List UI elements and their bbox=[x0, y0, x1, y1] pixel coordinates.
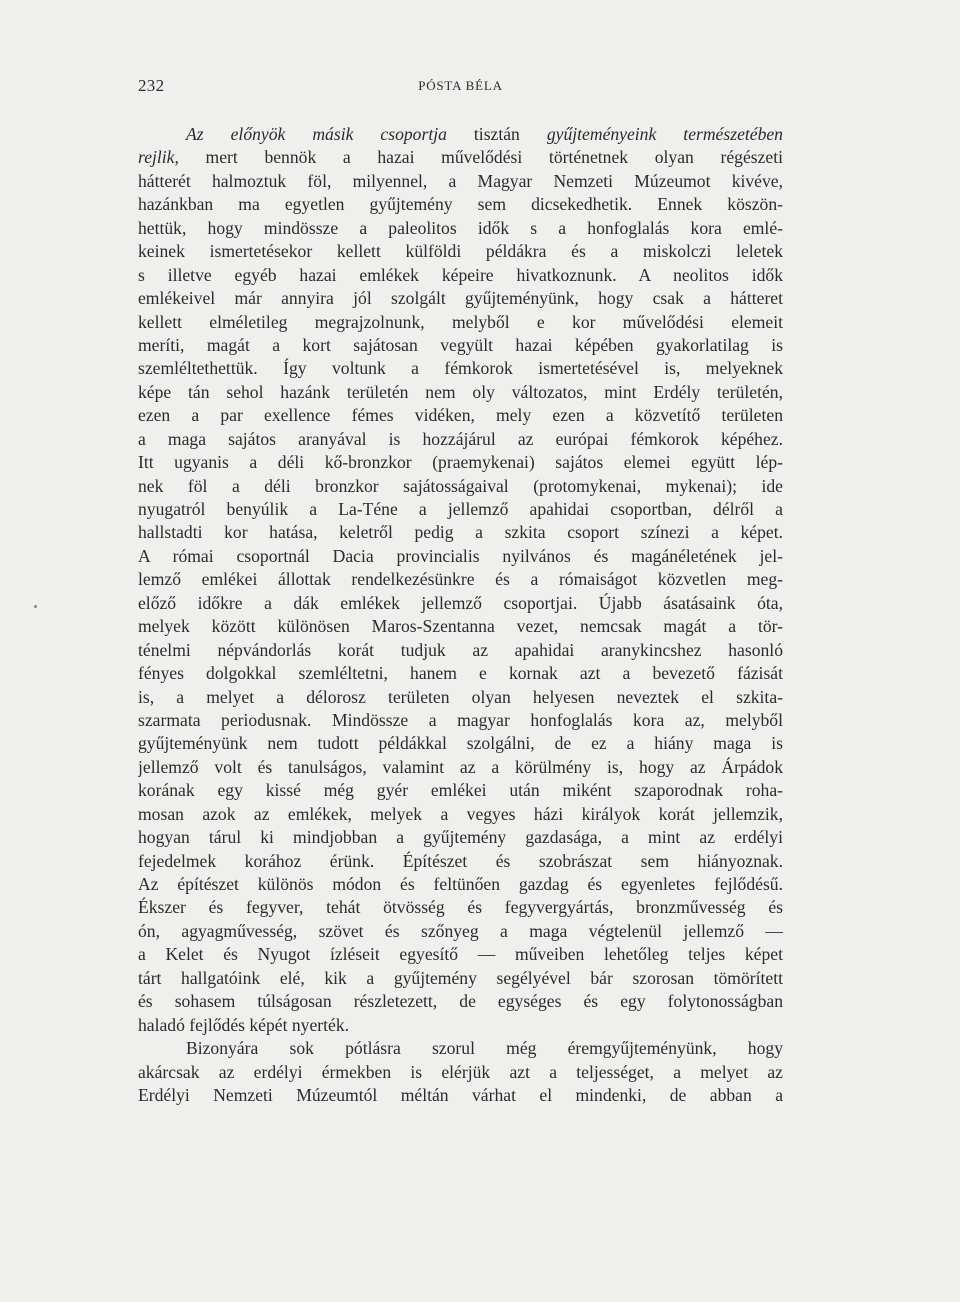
text-line: Az előnyök másik csoportja tisztán gyűjteményeink természetében bbox=[186, 124, 783, 144]
text-line: hettük, hogy mindössze a paleolitos idők s a honfoglalás kora emlé- bbox=[138, 217, 783, 238]
running-head bbox=[138, 76, 783, 100]
text-line: lemző emlékei állottak rendelkezésünkre és a rómaiságot közvetlen meg- bbox=[138, 569, 783, 590]
text-line: emlékeivel már annyira jól szolgált gyűjteményünk, hogy csak a hátteret bbox=[138, 288, 783, 309]
text-line: a maga sajátos aranyával is hozzájárul az európai fémkorok képéhez. bbox=[138, 428, 783, 449]
text-line: hallstadti kor hatása, keletről pedig a szkita csoport színezi a képet. bbox=[138, 522, 783, 543]
text-line: előző időkre a dák emlékek jellemző csoportjai. Újabb ásatásaink óta, bbox=[138, 592, 783, 613]
page-number: 232 bbox=[138, 76, 165, 95]
text-line: mosan azok az emlékek, melyek a vegyes házi királyok korát jellemzik, bbox=[138, 803, 783, 824]
text-line: meríti, magát a kort sajátosan vegyült hazai képében gyakorlatilag is bbox=[138, 334, 783, 355]
text-line: rejlik, mert bennök a hazai művelődési történetnek olyan régészeti bbox=[138, 147, 783, 168]
margin-speck bbox=[34, 605, 37, 608]
text-line: jellemző volt és tanulságos, valamint az a körülmény is, hogy az Árpádok bbox=[138, 756, 783, 777]
text-line: szemléltethettük. Így voltunk a fémkorok ismertetésével is, melyeknek bbox=[138, 358, 783, 379]
running-title: PÓSTA BÉLA bbox=[418, 78, 503, 93]
text-line: is, a melyet a délorosz területen olyan helyesen neveztek el szkita- bbox=[138, 686, 783, 707]
text-line: Bizonyára sok pótlásra szorul még éremgyűjteményünk, hogy bbox=[186, 1038, 783, 1059]
text-line: fényes dolgokkal szemléltetni, hanem e kornak azt a bevezető fázisát bbox=[138, 663, 783, 684]
text-line: ezen a par exellence fémes vidéken, mely ezen a közvetítő területen bbox=[138, 405, 783, 426]
text-line: szarmata periodusnak. Mindössze a magyar honfoglalás kora az, melyből bbox=[138, 709, 783, 730]
text-line: korának egy kissé még gyér emlékei után miként szaporodnak roha- bbox=[138, 780, 783, 801]
body-text bbox=[138, 123, 783, 1107]
text-line: ón, agyagművesség, szövet és szőnyeg a maga végtelenül jellemző — bbox=[138, 920, 783, 941]
text-line: Erdélyi Nemzeti Múzeumtól méltán várhat el mindenki, de abban a bbox=[138, 1084, 783, 1105]
text-line: és sohasem túlságosan részletezett, de egységes és egy folytonosságban bbox=[138, 991, 783, 1012]
text-line: A római csoportnál Dacia provincialis nyilvános és magánéletének jel- bbox=[138, 545, 783, 566]
text-line: nyugatról benyúlik a La-Téne a jellemző apahidai csoportban, délről a bbox=[138, 499, 783, 519]
text-line: gyűjteményünk nem tudott példákkal szolgálni, de ez a hiány maga is bbox=[138, 733, 783, 754]
text-line: keinek ismertetésekor kellett külföldi példákra és a miskolczi leletek bbox=[138, 241, 783, 262]
text-line: Ékszer és fegyver, tehát ötvösség és fegyvergyártás, bronzművesség és bbox=[138, 897, 783, 918]
paragraph-1 bbox=[138, 123, 783, 1037]
text-line: hátterét halmoztuk föl, milyennel, a Magyar Nemzeti Múzeumot kivéve, bbox=[138, 170, 783, 191]
text-line: nek föl a déli bronzkor sajátosságaival (protomykenai, mykenai); ide bbox=[138, 475, 783, 496]
text-line: haladó fejlődés képét nyerték. bbox=[138, 1014, 350, 1035]
text-line: képe tán sehol hazánk területén nem oly változatos, mint Erdély területén, bbox=[138, 381, 783, 402]
text-line: kellett elméletileg megrajzolnunk, melyből e kor művelődési elemeit bbox=[138, 311, 783, 332]
text-line: a Kelet és Nyugot ízléseit egyesítő — műveiben lehetőleg teljes képet bbox=[138, 944, 783, 965]
text-line: Az építészet különös módon és feltünően gazdag és egyenletes fejlődésű. bbox=[138, 874, 783, 894]
text-line: akárcsak az erdélyi érmekben is elérjük azt a teljességet, a melyet az bbox=[138, 1061, 783, 1082]
text-line: Itt ugyanis a déli kő-bronzkor (praemykenai) sajátos elemei együtt lép- bbox=[138, 452, 783, 473]
text-line: ténelmi népvándorlás korát tudjuk az apahidai aranykincshez hasonló bbox=[138, 639, 783, 660]
paragraph-2 bbox=[138, 1037, 783, 1107]
text-line: fejedelmek korához érünk. Építészet és szobrászat sem hiányoznak. bbox=[138, 850, 783, 871]
text-line: melyek között különösen Maros-Szentanna vezet, nemcsak magát a tör- bbox=[138, 616, 783, 637]
text-line: hazánkban ma egyetlen gyűjtemény sem dicsekedhetik. Ennek köszön- bbox=[138, 194, 783, 215]
text-line: hogyan tárul ki mindjobban a gyűjtemény gazdasága, a mint az erdélyi bbox=[138, 827, 783, 848]
text-line: s illetve egyéb hazai emlékek képeire hivatkoznunk. A neolitos idők bbox=[138, 264, 783, 285]
text-line: tárt hallgatóink elé, kik a gyűjtemény segélyével bár szorosan tömörített bbox=[138, 967, 783, 988]
